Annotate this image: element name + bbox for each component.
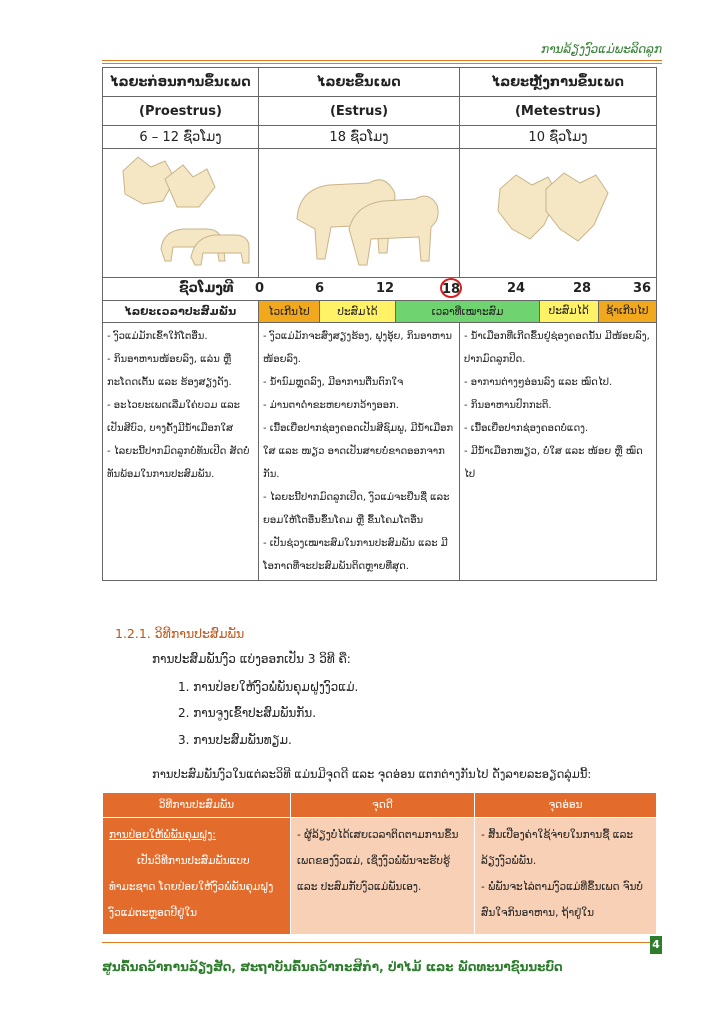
metestrus-illustration — [460, 149, 657, 278]
hour-tick: 36 — [633, 281, 652, 296]
sign-item: - ນ້ຳນົມຫຼຸດລົງ, ມີອາການຕື່ນຕົກໃຈ — [263, 377, 404, 388]
footer-rule — [102, 942, 662, 943]
phase-latin: (Proestrus) — [103, 97, 259, 126]
sign-item: - ງົວແມ່ມັກເຂົ້າໃກ້ໂຕອື່ນ. — [107, 331, 208, 342]
phase-latin: (Metestrus) — [460, 97, 657, 126]
section-intro: ການປະສົມພັນງົວ ແບ່ງອອກເປັນ 3 ວິທີ ຄື: — [152, 652, 351, 666]
sign-item: - ເນື້ອເຍື່ອປາກຊ່ອງຄອດບໍ່ແດງ. — [464, 423, 589, 434]
timing-too-early: ໄວເກີນໄປ — [259, 301, 320, 323]
pros-cell: - ຜູ້ລ້ຽງບໍ່ໄດ້ເສຍເວລາຕິດຕາມການຂຶ້ນເພດຂອງງົວແມ່, ເຊິ່ງງົວພໍ່ພັນຈະຮັບຮູ້ ແລະ ປະສົມກັບງົວແມ່ພັນເອງ. — [291, 818, 475, 935]
timing-too-late: ຊ້າເກີນໄປ — [599, 301, 657, 322]
header-rule — [102, 60, 662, 61]
estrus-cycle-table — [102, 67, 657, 581]
section-heading: 1.2.1. ວິທີການປະສົມພັນ — [115, 626, 245, 641]
hour-scale-row — [103, 278, 657, 301]
method-list-item: 2. ການຈູງເຂົ້າປະສົມພັນກັນ. — [178, 706, 317, 720]
hour-tick-highlighted: 18 — [440, 278, 462, 298]
hour-tick: 6 — [315, 281, 325, 296]
estrus-illustration — [259, 149, 460, 278]
sign-item: - ເນື້ອເຍື່ອປາກຊ່ອງຄອດເປັນສີຊົມພູ, ມີນ້ຳເມືອກໃສ ແລະ ໜຽວ ອາດເປັນສາຍບໍ່ຂາດອອກຈາກກັນ. — [263, 423, 454, 480]
phase-latin: (Estrus) — [259, 97, 460, 126]
sign-item: - ເປັນຊ່ວງເໝາະສົມໃນການປະສົມພັນ ແລະ ມີໂອກາດທີ່ຈະປະສົມພັນຕິດຫຼາຍທີ່ສຸດ. — [263, 538, 448, 572]
estrus-signs — [259, 323, 460, 581]
sign-item: - ກິນອາຫານປົກກະຕິ. — [464, 400, 552, 411]
sign-item: - ນ້ຳເມືອກທີ່ເກີດຂຶ້ນຢູ່ຊ່ອງຄອດນັ້ນ ມີໜ້ອຍລົງ, ປາກມົດລູກປິດ. — [464, 331, 650, 365]
timing-optimal: ເວລາທີ່ເໝາະສົມ — [396, 301, 540, 323]
phase-name: ໄລຍະຫຼັງການຂຶ້ນເພດ — [460, 68, 657, 97]
section-para: ການປະສົມພັນງົວໃນແຕ່ລະວິທີ ແມ່ນມີຈຸດດີ ແລະ ຈຸດອ່ອນ ແຕກຕ່າງກັນໄປ ດັ່ງລາຍລະອຽດລຸ່ມນີ້: — [152, 767, 592, 781]
sign-item: - ງົວແມ່ມັກຈະສົ່ງສຽງຮ້ອງ, ຟຸງອຸ້ຍ, ກິນອາຫານໜ້ອຍລົງ. — [263, 331, 452, 365]
method-cell — [103, 818, 291, 935]
hour-tick: 0 — [255, 281, 265, 296]
timing-possible-late: ປະສົມໄດ້ — [540, 301, 599, 322]
methods-table — [102, 792, 657, 935]
hour-scale-label: ຊົ່ວໂມງທີ — [179, 281, 234, 296]
phase-name: ໄລຍະຂຶ້ນເພດ — [259, 68, 460, 97]
method-list-item: 3. ການປະສົມພັນທຽມ. — [178, 733, 292, 747]
hour-tick: 28 — [573, 281, 592, 296]
phase-name: ໄລຍະກ່ອນການຂຶ້ນເພດ — [103, 68, 259, 97]
header-rule-thin — [102, 63, 662, 64]
sign-item: - ມ່ານຕາດຳຂະຫຍາຍກວ້າງອອກ. — [263, 400, 399, 411]
methods-col-header: ຈຸດດີ — [291, 793, 475, 818]
hour-tick: 12 — [376, 281, 395, 296]
page-number: 4 — [650, 936, 662, 954]
footer-text: ສູນຄົ້ນຄວ້າການລ້ຽງສັດ, ສະຖາບັນຄົ້ນຄວ້າກະສິກຳ, ປ່າໄມ້ ແລະ ພັດທະນາຊົນນະບົດ — [102, 960, 563, 974]
metestrus-signs — [460, 323, 657, 581]
sign-item: - ກິນອາຫານໜ້ອຍລົງ, ແລ່ນ ຫຼື ກະໂດດເຕັ້ນ ແລະ ຮ້ອງສຽງດັງ. — [107, 354, 232, 388]
timing-label: ໄລຍະເວລາປະສົມພັນ — [103, 301, 259, 323]
running-header: ການລ້ຽງງົວແມ່ພະລິດລູກ — [541, 42, 662, 56]
methods-col-header: ຈຸດອ່ອນ — [475, 793, 657, 818]
phase-hours: 6 – 12 ຊົ່ວໂມງ — [103, 126, 259, 149]
cons-cell: - ສິ້ນເປືອງຄ່າໃຊ້ຈ່າຍໃນການຊື້ ແລະ ລ້ຽງງົວພໍ່ພັນ. - ພໍ່ພັນຈະໄລ່ຕາມງົວແມ່ທີ່ຂຶ້ນເພດ ຈົນບໍ່ສົນໃຈກິນອາຫານ, ຖ້າຢູ່ໃນ — [475, 818, 657, 935]
sign-item: - ໄລຍະນີ້ປາກມົດລູກບໍ່ທັນເປີດ ສັດບໍ່ທັນພ້ອມໃນການປະສົມພັນ. — [107, 446, 250, 480]
sign-item: - ອາການຕ່າງໆອ່ອນລົງ ແລະ ໝົດໄປ. — [464, 377, 613, 388]
phase-hours: 10 ຊົ່ວໂມງ — [460, 126, 657, 149]
sign-item: - ມີນ້ຳເມືອກໜຽວ, ບໍ່ໃສ ແລະ ໜ້ອຍ ຫຼື ໝົດໄປ — [464, 446, 643, 480]
proestrus-illustration — [103, 149, 259, 278]
proestrus-signs — [103, 323, 259, 581]
sign-item: - ໄລຍະນີ້ປາກມົດລູກເປີດ, ງົວແມ່ຈະຢືນຊື່ ແລະ ຍອມໃຫ້ໂຕອື່ນຂຶ້ນໂຄມ ຫຼື ຂຶ້ນໂຄມໂຕອື່ນ — [263, 492, 450, 526]
method-desc: ເປັນວິທີການປະສົມພັນແບບທຳມະຊາດ ໂດຍປ່ອຍໃຫ້ງົວພໍ່ພັນຄຸມຝູງງົວແມ່ຕະຫຼອດປີຢູ່ໃນ — [109, 855, 274, 919]
hour-tick: 24 — [507, 281, 526, 296]
method-list-item: 1. ການປ່ອຍໃຫ້ງົວພໍ່ພັນຄຸມຝູງງົວແມ່. — [178, 680, 359, 694]
method-title: ການປ່ອຍໃຫ້ພໍ່ພັນຄຸມຝູງ: — [109, 829, 216, 841]
phase-hours: 18 ຊົ່ວໂມງ — [259, 126, 460, 149]
sign-item: - ອະໄວຍະເພດເລີ່ມໃຄ່ບວມ ແລະ ເປັນສີບົວ, ບາງຄັ້ງມີນ້ຳເມືອກໃສ — [107, 400, 240, 434]
timing-late-group — [540, 301, 657, 323]
timing-possible: ປະສົມໄດ້ — [320, 301, 396, 323]
methods-col-header: ວິທີການປະສົມພັນ — [103, 793, 291, 818]
